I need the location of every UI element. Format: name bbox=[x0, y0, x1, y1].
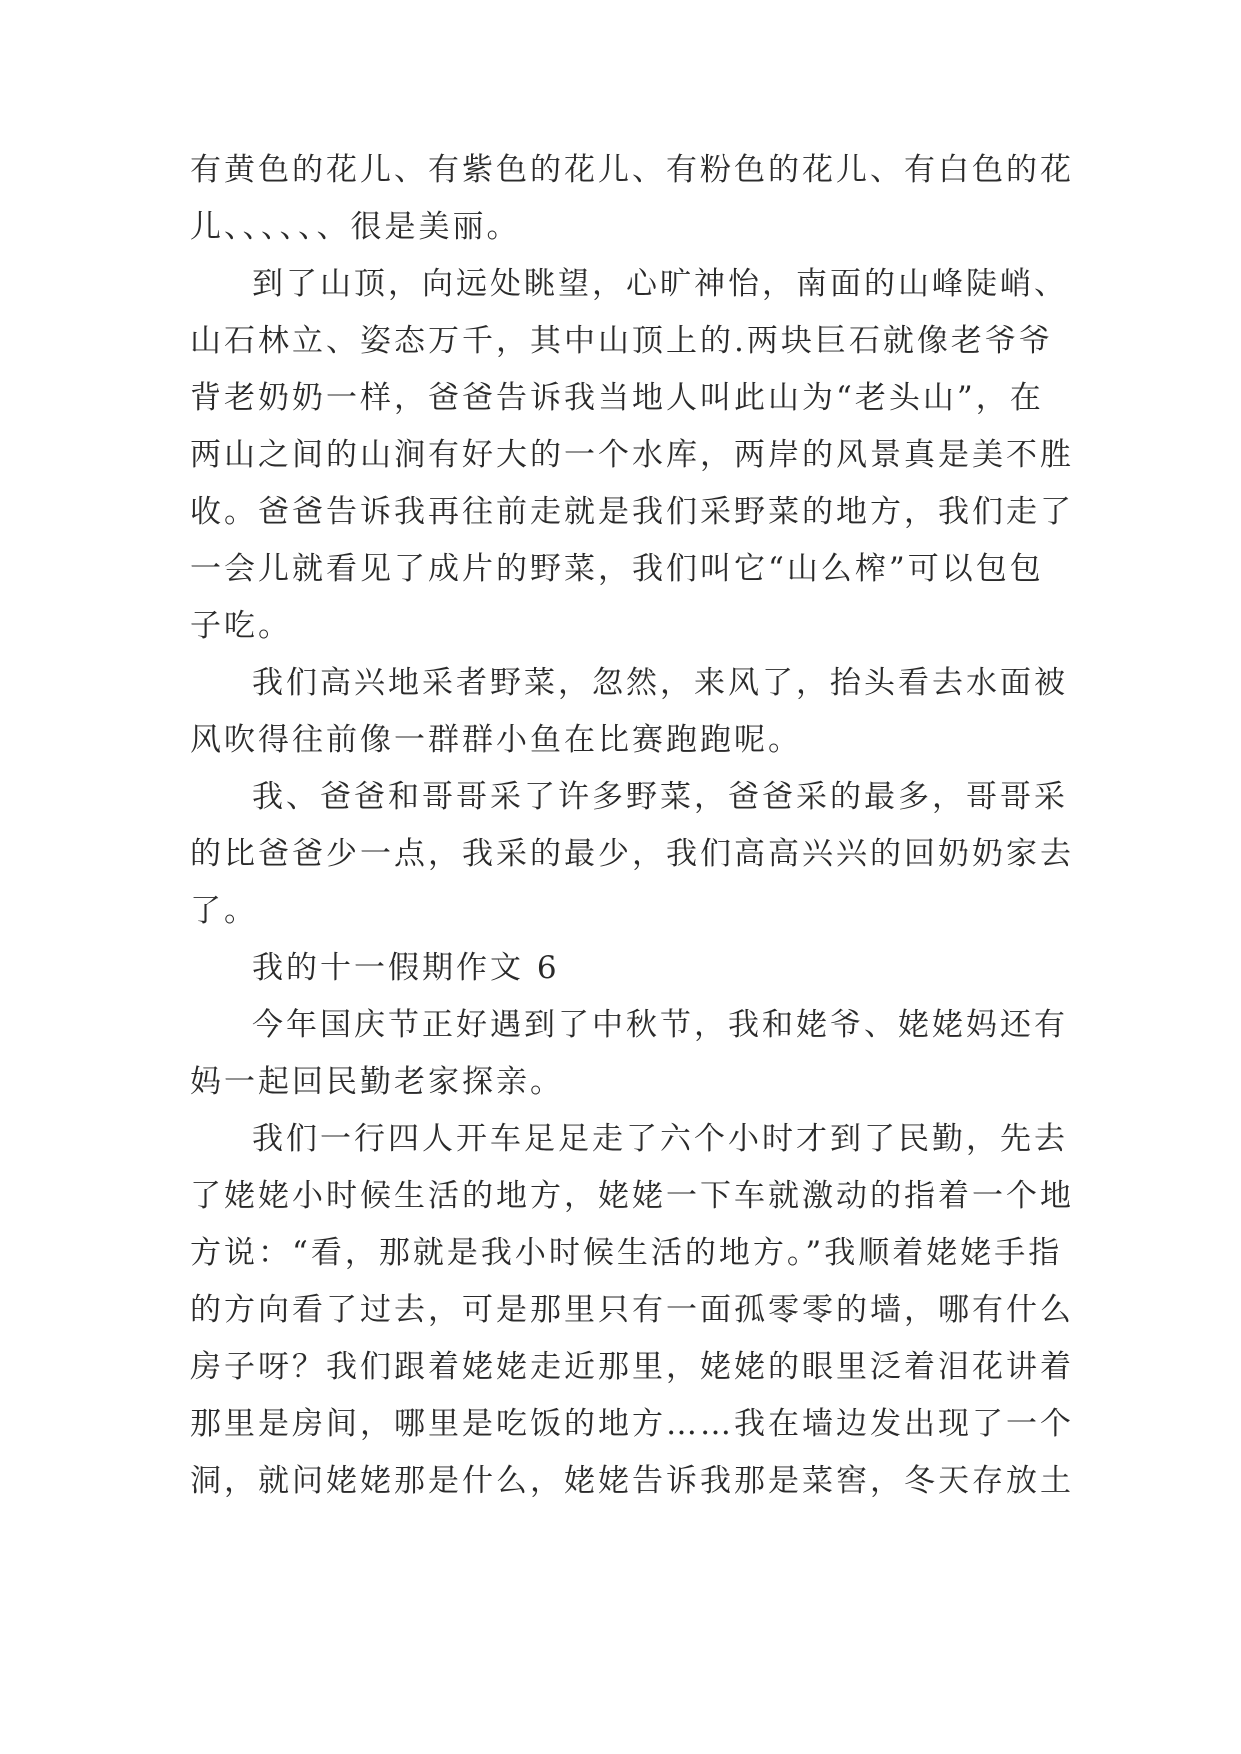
text-line: 房子呀？我们跟着姥姥走近那里，姥姥的眼里泛着泪花讲着 bbox=[190, 1349, 1074, 1385]
paragraph-start-line: 我、爸爸和哥哥采了许多野菜，爸爸采的最多，哥哥采 bbox=[252, 779, 1068, 815]
paragraph-start-line: 我们高兴地采者野菜，忽然，来风了，抬头看去水面被 bbox=[252, 665, 1068, 701]
text-line: 了姥姥小时候生活的地方，姥姥一下车就激动的指着一个地 bbox=[190, 1178, 1074, 1214]
text-line: 儿、、、、、、很是美丽。 bbox=[190, 209, 521, 245]
text-line: 山石林立、姿态万千，其中山顶上的.两块巨石就像老爷爷 bbox=[190, 323, 1053, 359]
text-line: 方说：“看，那就是我小时候生活的地方。”我顺着姥姥手指 bbox=[190, 1235, 1063, 1271]
paragraph-start-line: 我们一行四人开车足足走了六个小时才到了民勤，先去 bbox=[252, 1121, 1068, 1157]
text-line: 妈一起回民勤老家探亲。 bbox=[190, 1064, 564, 1100]
text-line: 了。 bbox=[190, 893, 258, 929]
text-line: 洞，就问姥姥那是什么，姥姥告诉我那是菜窖，冬天存放土 bbox=[190, 1463, 1074, 1499]
text-line: 的比爸爸少一点，我采的最少，我们高高兴兴的回奶奶家去 bbox=[190, 836, 1074, 872]
section-heading: 我的十一假期作文 6 bbox=[252, 950, 560, 986]
text-line: 有黄色的花儿、有紫色的花儿、有粉色的花儿、有白色的花 bbox=[190, 152, 1074, 188]
text-line: 子吃。 bbox=[190, 608, 292, 644]
paragraph-start-line: 到了山顶，向远处眺望，心旷神怡，南面的山峰陡峭、 bbox=[252, 266, 1068, 302]
text-line: 背老奶奶一样，爸爸告诉我当地人叫此山为“老头山”，在 bbox=[190, 380, 1044, 416]
paragraph-start-line: 今年国庆节正好遇到了中秋节，我和姥爷、姥姥妈还有 bbox=[252, 1007, 1068, 1043]
text-line: 的方向看了过去，可是那里只有一面孤零零的墙，哪有什么 bbox=[190, 1292, 1074, 1328]
text-line: 风吹得往前像一群群小鱼在比赛跑跑呢。 bbox=[190, 722, 802, 758]
text-line: 一会儿就看见了成片的野菜，我们叫它“山么榨”可以包包 bbox=[190, 551, 1044, 587]
text-line: 两山之间的山涧有好大的一个水库，两岸的风景真是美不胜 bbox=[190, 437, 1074, 473]
text-line: 收。爸爸告诉我再往前走就是我们采野菜的地方，我们走了 bbox=[190, 494, 1074, 530]
text-line: 那里是房间，哪里是吃饭的地方……我在墙边发出现了一个 bbox=[190, 1406, 1074, 1442]
